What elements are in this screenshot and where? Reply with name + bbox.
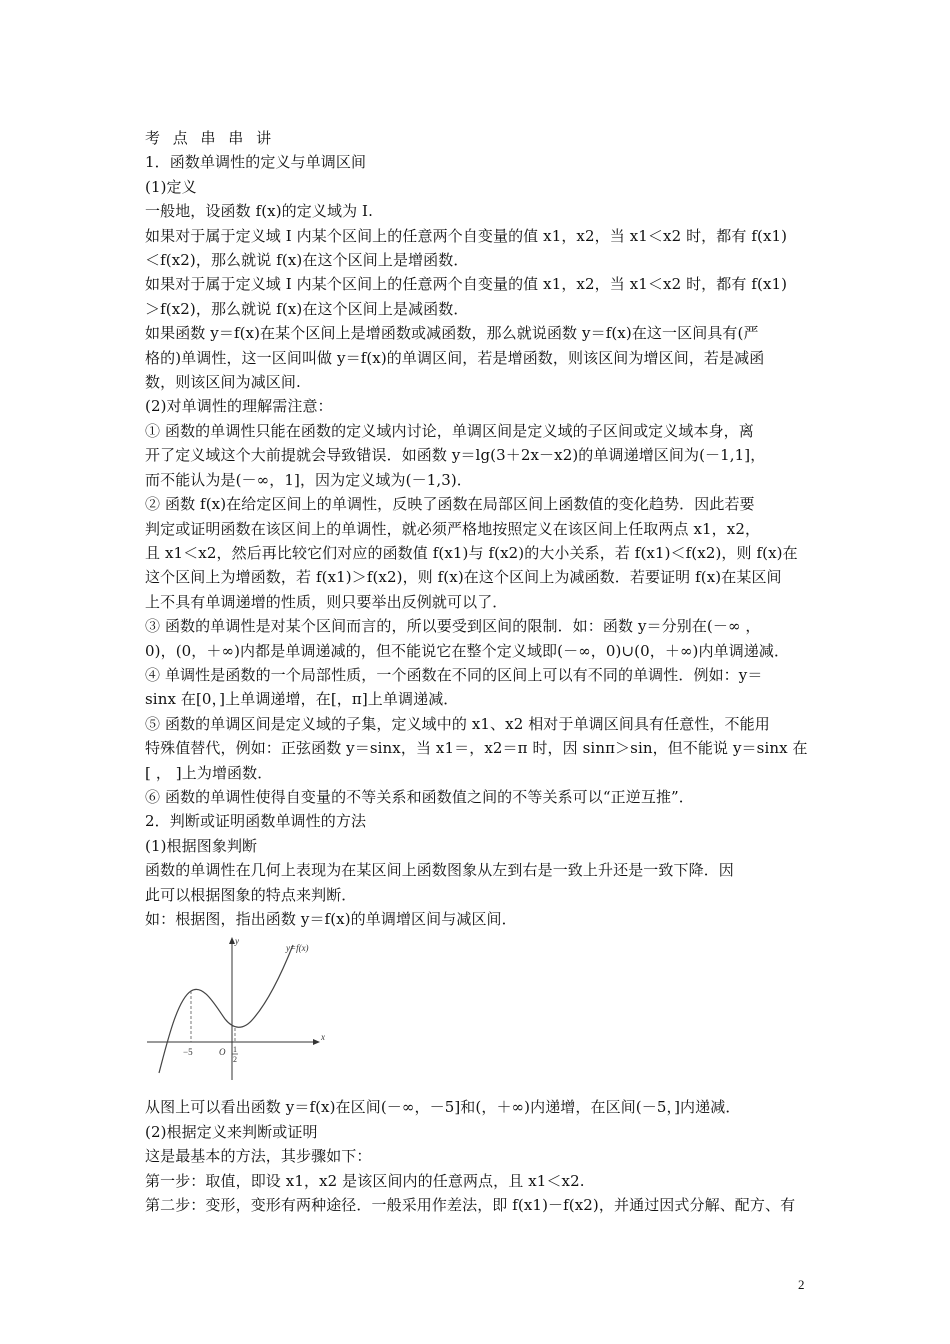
paragraph-line: 第二步：变形，变形有两种途径．一般采用作差法，即 f(x1)－f(x2)，并通过因式分解、配方、有 bbox=[145, 1196, 796, 1215]
function-curve bbox=[159, 945, 293, 1073]
section1-title: 1．函数单调性的定义与单调区间 bbox=[145, 153, 367, 172]
note-line: ① 函数的单调性只能在函数的定义域内讨论，单调区间是定义域的子区间或定义域本身，离 bbox=[145, 421, 754, 440]
note-line: 开了定义域这个大前提就会导致错误．如函数 y＝lg(3＋2x－x2)的单调递增区间为(－1,1]， bbox=[145, 446, 766, 465]
note-line: ⑥ 函数的单调性使得自变量的不等关系和函数值之间的不等关系可以“正逆互推”． bbox=[145, 787, 694, 806]
document-page bbox=[145, 126, 810, 1217]
origin-label: O bbox=[219, 1047, 226, 1058]
section2-sub1: (1)根据图象判断 bbox=[145, 836, 258, 855]
paragraph-line: 函数的单调性在几何上表现为在某区间上函数图象从左到右是一致上升还是一致下降．因 bbox=[145, 861, 734, 880]
page-number: 2 bbox=[798, 1277, 805, 1292]
paragraph-line: 从图上可以看出函数 y＝f(x)在区间(－∞，－5]和(，＋∞)内递增，在区间(－5，]内递减． bbox=[145, 1098, 741, 1117]
note-line: sinx 在[0，]上单调递增，在[，π]上单调递减． bbox=[145, 690, 459, 709]
paragraph-line: 这是最基本的方法，其步骤如下： bbox=[145, 1147, 372, 1166]
paragraph-line: 此可以根据图象的特点来判断． bbox=[145, 885, 357, 904]
section2-sub2: (2)根据定义来判断或证明 bbox=[145, 1122, 318, 1141]
note-line: [ ， ]上为增函数． bbox=[145, 763, 273, 782]
note-line: ③ 函数的单调性是对某个区间而言的，所以要受到区间的限制．如：函数 y＝分别在(－∞ ， bbox=[145, 617, 761, 636]
section2-title: 2．判断或证明函数单调性的方法 bbox=[145, 812, 367, 831]
paragraph-line: 如果对于属于定义域 I 内某个区间上的任意两个自变量的值 x1，x2，当 x1＜x2 时，都有 f(x1) bbox=[145, 275, 788, 294]
paragraph-line: 一般地，设函数 f(x)的定义域为 I. bbox=[145, 202, 373, 221]
heading: 考 点 串 串 讲 bbox=[145, 129, 276, 147]
paragraph-line: 格的)单调性，这一区间叫做 y＝f(x)的单调区间，若是增函数，则该区间为增区间，若是减函 bbox=[145, 348, 765, 367]
section1-sub1: (1)定义 bbox=[145, 177, 197, 196]
note-line: 特殊值替代，例如：正弦函数 y＝sinx，当 x1＝，x2＝π 时，因 sinπ＞sin，但不能说 y＝sinx 在 bbox=[145, 739, 808, 758]
x-axis-arrow-icon bbox=[313, 1039, 320, 1045]
paragraph-line: 数，则该区间为减区间. bbox=[145, 373, 301, 392]
curve-label: y=f(x) bbox=[286, 943, 309, 954]
tick-label-half-numerator: 1 bbox=[233, 1045, 237, 1055]
paragraph-line: ＞f(x2)，那么就说 f(x)在这个区间上是减函数． bbox=[145, 299, 469, 318]
note-line: 这个区间上为增函数，若 f(x1)＞f(x2)，则 f(x)在这个区间上为减函数．若要证明 f(x)在某区间 bbox=[145, 568, 782, 587]
note-line: 而不能认为是(－∞，1]，因为定义域为(－1,3)． bbox=[145, 470, 472, 489]
note-line: ⑤ 函数的单调区间是定义域的子集，定义域中的 x1、x2 相对于单调区间具有任意性，不能用 bbox=[145, 714, 770, 733]
section1-sub2: (2)对单调性的理解需注意： bbox=[145, 397, 333, 416]
paragraph-line: 如：根据图，指出函数 y＝f(x)的单调增区间与减区间． bbox=[145, 910, 517, 928]
y-axis-label: y bbox=[235, 936, 239, 947]
tick-label-half-denominator: 2 bbox=[233, 1055, 237, 1065]
note-line: 判定或证明函数在该区间上的单调性，就必须严格地按照定义在该区间上任取两点 x1，x2， bbox=[145, 519, 761, 538]
function-graph-figure bbox=[145, 935, 345, 1085]
note-line: ② 函数 f(x)在给定区间上的单调性，反映了函数在局部区间上函数值的变化趋势．因此若要 bbox=[145, 495, 755, 514]
x-axis-label: x bbox=[321, 1032, 325, 1043]
paragraph-line: 如果函数 y＝f(x)在某个区间上是增函数或减函数，那么就说函数 y＝f(x)在这一区间具有(严 bbox=[145, 324, 759, 343]
note-line: 且 x1＜x2，然后再比较它们对应的函数值 f(x1)与 f(x2)的大小关系，若 f(x1)＜f(x2)，则 f(x)在 bbox=[145, 543, 798, 562]
note-line: ④ 单调性是函数的一个局部性质，一个函数在不同的区间上可以有不同的单调性．例如：y＝ bbox=[145, 665, 763, 684]
function-graph bbox=[145, 935, 345, 1085]
note-line: 上不具有单调递增的性质，则只要举出反例就可以了． bbox=[145, 592, 508, 611]
paragraph-line: 第一步：取值，即设 x1，x2 是该区间内的任意两点，且 x1＜x2. bbox=[145, 1171, 585, 1190]
tick-label-neg5: −5 bbox=[183, 1047, 193, 1058]
paragraph-line: 如果对于属于定义域 I 内某个区间上的任意两个自变量的值 x1，x2，当 x1＜x2 时，都有 f(x1) bbox=[145, 226, 788, 245]
paragraph-line: ＜f(x2)，那么就说 f(x)在这个区间上是增函数． bbox=[145, 251, 469, 270]
note-line: 0)，(0，＋∞)内都是单调递减的，但不能说它在整个定义域即(－∞，0)∪(0，＋∞)内单调递减． bbox=[145, 641, 790, 660]
